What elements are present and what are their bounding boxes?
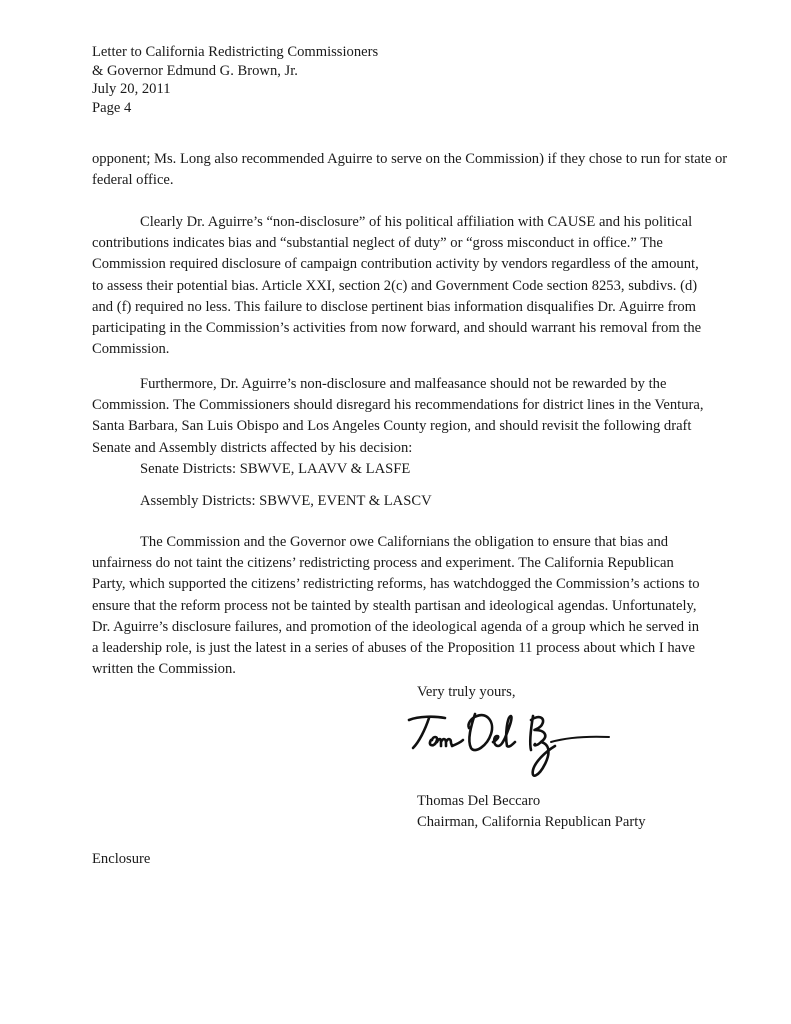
signer-title: Chairman, California Republican Party	[417, 814, 646, 830]
senate-districts: Senate Districts: SBWVE, LAAVV & LASFE	[140, 461, 411, 477]
letter-header	[92, 43, 378, 117]
signature-block	[417, 791, 646, 833]
enclosure-notation: Enclosure	[92, 851, 151, 867]
paragraph-continuation: opponent; Ms. Long also recommended Aguirre to serve on the Commission) if they chose to run for state or federal office.	[92, 151, 728, 189]
closing-salutation: Very truly yours,	[417, 684, 516, 700]
header-recipient-line-2: & Governor Edmund G. Brown, Jr.	[92, 62, 298, 79]
assembly-districts: Assembly Districts: SBWVE, EVENT & LASCV	[140, 493, 432, 509]
signer-name: Thomas Del Beccaro	[417, 793, 541, 809]
header-date: July 20, 2011	[92, 81, 171, 97]
paragraph-nondisclosure: Clearly Dr. Aguirre’s “non-disclosure” of his political affiliation with CAUSE and his political contributions indicates bias and “substantial neglect of duty” or “gross misconduct in office.” The Commission required disclosure of campaign contribution activity by vendors regardless of the amount, to assess their potential bias. Article XXI, section 2(c) and Government Code section 8253, subdivs. (d) and (f) required no less. This failure to disclose pertinent bias information disqualifies Dr. Aguirre from participating in the Commission’s activities from now forward, and should warrant his removal from the Commission.	[92, 214, 702, 358]
paragraph-furthermore: Furthermore, Dr. Aguirre’s non-disclosure and malfeasance should not be rewarded by the Commission. The Commissioners should disregard his recommendations for district lines in the Ventura, Santa Barbara, San Luis Obispo and Los Angeles County region, and should revisit the following draft Senate and Assembly districts affected by his decision:	[92, 376, 704, 456]
header-recipient-line-1: Letter to California Redistricting Commissioners	[92, 44, 379, 60]
paragraph-obligation: The Commission and the Governor owe Californians the obligation to ensure that bias and unfairness do not taint the citizens’ redistricting process and experiment. The California Republican Party, which supported the citizens’ redistricting reforms, has watchdogged the Commission’s actions to ensure that the reform process not be tainted by stealth partisan and ideological agendas. Unfortunately, Dr. Aguirre’s disclosure failures, and promotion of the ideological agenda of a group which he served in a leadership role, is just the latest in a series of abuses of the Proposition 11 process about which I have written the Commission.	[92, 534, 700, 678]
header-page-number: Page 4	[92, 99, 132, 116]
handwritten-signature	[405, 706, 615, 786]
